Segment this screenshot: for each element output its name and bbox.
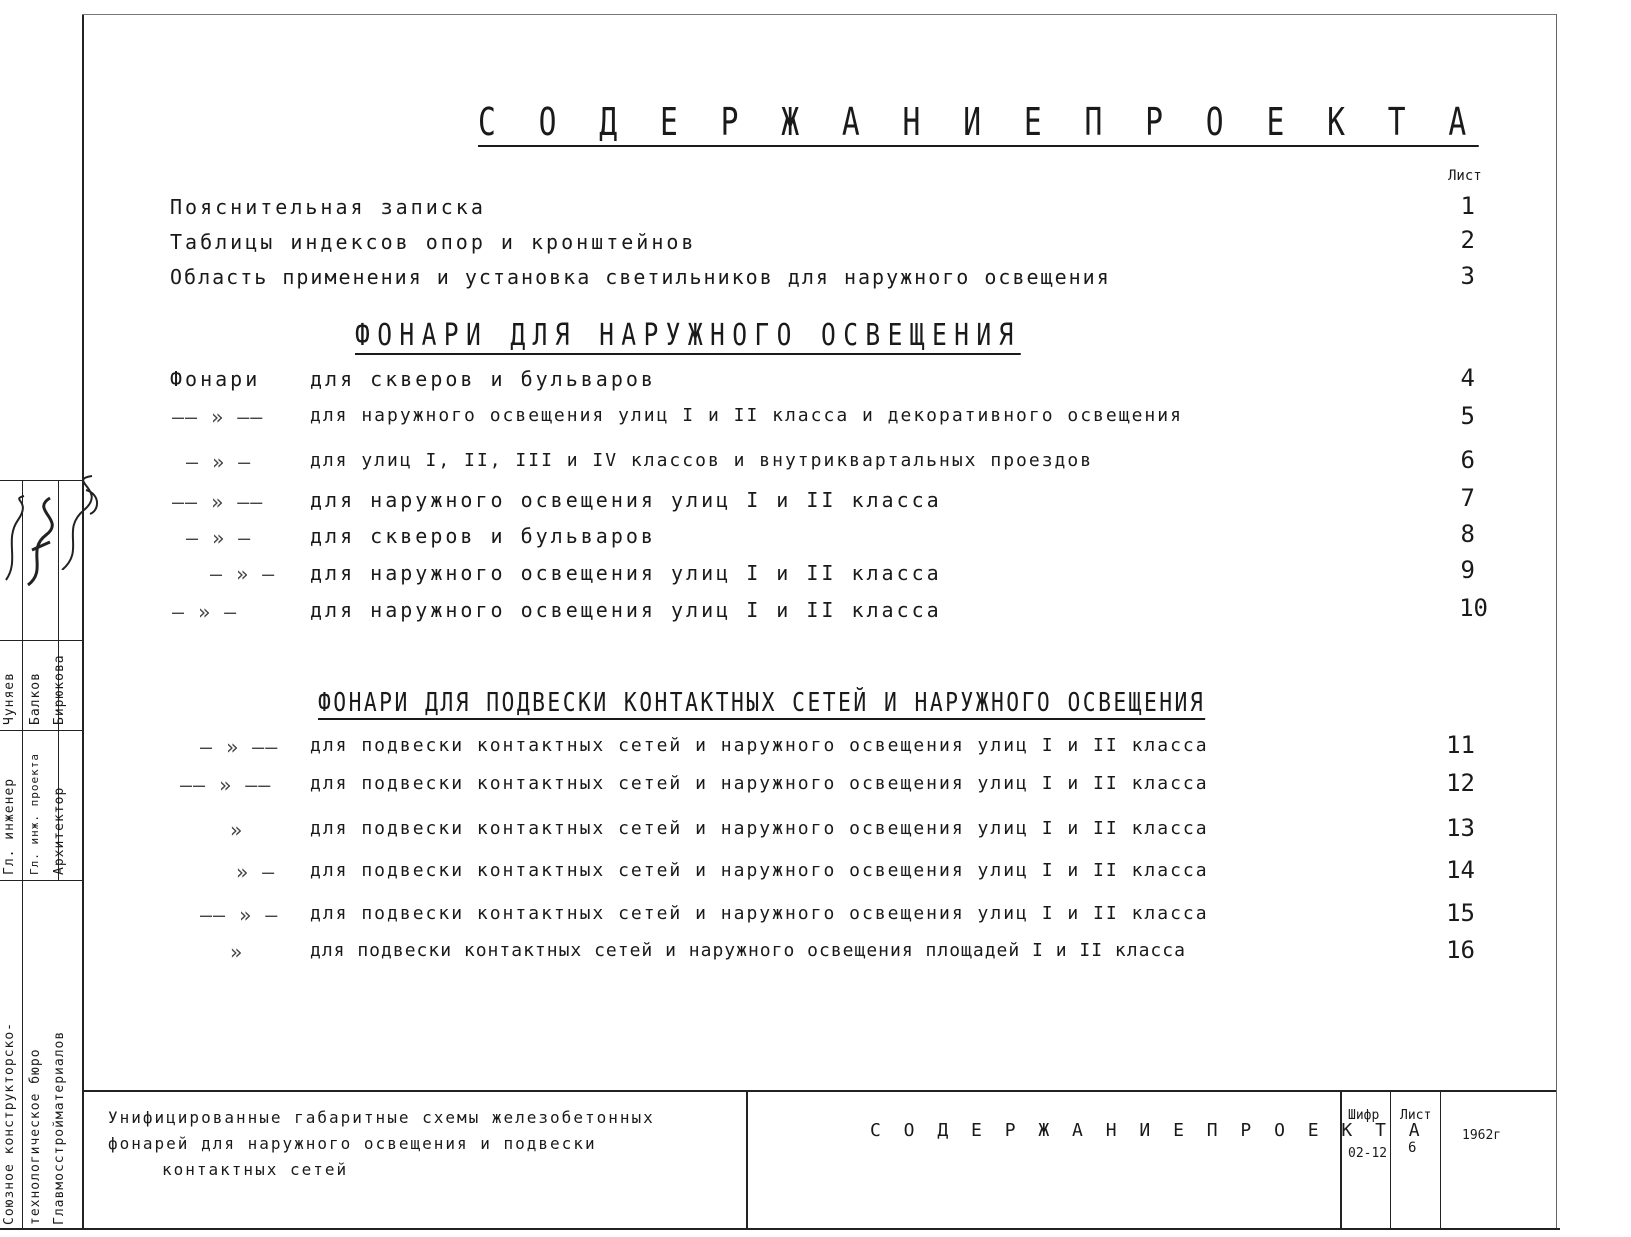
item-lead: —— » —— <box>172 490 264 514</box>
list-item: для подвески контактных сетей и наружного освещения улиц I и II класса <box>310 903 1209 924</box>
frame-bottom-line <box>0 1228 1560 1230</box>
list-item: для скверов и бульваров <box>310 524 656 548</box>
title-block-divider-4 <box>1440 1090 1441 1230</box>
intro-item: Таблицы индексов опор и кронштейнов <box>170 230 697 254</box>
list-item-sheet: 10 <box>1459 594 1488 622</box>
list-item: для улиц I, II, III и IV классов и внутриквартальных проездов <box>310 450 1094 471</box>
list-item: для наружного освещения улиц I и II класса <box>310 488 942 512</box>
title-block-sheet-value: 6 <box>1408 1140 1417 1156</box>
side-org-line-2: технологическое бюро <box>28 1048 43 1225</box>
item-lead: — » — <box>186 450 252 474</box>
intro-item-sheet: 1 <box>1460 192 1475 220</box>
list-item: для наружного освещения улиц I и II класса <box>310 598 942 622</box>
frame-right-line <box>1556 14 1557 1229</box>
side-role-3: Архитектор <box>52 786 67 875</box>
page-title: С О Д Е Р Ж А Н И Е П Р О Е К Т А <box>478 100 1479 144</box>
item-lead: — » — <box>210 562 276 586</box>
title-block-description-line-1: Унифицированные габаритные схемы железобетонных <box>108 1108 655 1127</box>
list-item-sheet: 11 <box>1446 731 1475 759</box>
title-block-code-value: 02-12 <box>1348 1146 1388 1161</box>
list-item-sheet: 12 <box>1446 769 1475 797</box>
item-lead: —— » — <box>200 903 279 927</box>
item-lead: —— » —— <box>180 773 272 797</box>
title-block-description-line-3: контактных сетей <box>162 1160 349 1179</box>
list-item-sheet: 14 <box>1446 856 1475 884</box>
intro-item-sheet: 3 <box>1460 262 1475 290</box>
side-stamp-divider-1 <box>22 480 23 1228</box>
sheet-column-header: Лист <box>1448 168 1482 184</box>
item-lead: — » —— <box>200 735 279 759</box>
title-block-sheet-label: Лист <box>1400 1108 1432 1123</box>
list-item-sheet: 13 <box>1446 814 1475 842</box>
title-block-sheet-title: С О Д Е Р Ж А Н И Е П Р О Е К Т А <box>870 1120 1426 1141</box>
item-lead: Фонари <box>170 367 261 391</box>
signature-3 <box>56 470 106 570</box>
frame-left-line <box>82 14 84 1229</box>
list-item-sheet: 16 <box>1446 936 1475 964</box>
title-block-top-line <box>82 1090 1556 1092</box>
side-name-1: Чуняев <box>2 672 17 725</box>
side-name-3: Бирюкова <box>52 654 67 725</box>
side-name-2: Балков <box>28 672 43 725</box>
title-block-code-label: Шифр <box>1348 1108 1380 1123</box>
section-heading-contact-network-lamps: ФОНАРИ ДЛЯ ПОДВЕСКИ КОНТАКТНЫХ СЕТЕЙ И НАРУЖНОГО ОСВЕЩЕНИЯ <box>318 688 1206 718</box>
list-item: для наружного освещения улиц I и II класса и декоративного освещения <box>310 405 1183 426</box>
list-item-sheet: 15 <box>1446 899 1475 927</box>
list-item: для подвески контактных сетей и наружного освещения улиц I и II класса <box>310 735 1209 756</box>
list-item-sheet: 6 <box>1460 446 1475 474</box>
title-block-divider-3 <box>1390 1090 1391 1230</box>
title-block-divider-2 <box>1340 1090 1342 1230</box>
list-item-sheet: 8 <box>1460 520 1475 548</box>
list-item: для подвески контактных сетей и наружного освещения улиц I и II класса <box>310 860 1209 881</box>
list-item: для подвески контактных сетей и наружного освещения улиц I и II класса <box>310 773 1209 794</box>
side-org-line-1: Союзное конструкторско- <box>2 1021 17 1225</box>
item-lead: » <box>230 818 244 842</box>
intro-item: Область применения и установка светильников для наружного освещения <box>170 265 1111 289</box>
list-item: для скверов и бульваров <box>310 367 656 391</box>
side-role-1: Гл. инженер <box>2 777 17 875</box>
list-item-sheet: 5 <box>1460 402 1475 430</box>
intro-item: Пояснительная записка <box>170 195 486 219</box>
list-item-sheet: 9 <box>1460 556 1475 584</box>
item-lead: —— » —— <box>172 405 264 429</box>
side-stamp-row-3 <box>0 880 82 881</box>
list-item-sheet: 7 <box>1460 484 1475 512</box>
side-stamp-row-1 <box>0 640 82 641</box>
list-item: для подвески контактных сетей и наружного освещения площадей I и II класса <box>310 940 1186 961</box>
list-item: для наружного освещения улиц I и II класса <box>310 561 942 585</box>
title-block-number: 1962г <box>1462 1128 1502 1143</box>
side-role-2: Гл. инж. проекта <box>28 753 41 875</box>
list-item-sheet: 4 <box>1460 364 1475 392</box>
frame-top-line <box>82 14 1556 15</box>
list-item: для подвески контактных сетей и наружного освещения улиц I и II класса <box>310 818 1209 839</box>
title-block-description-line-2: фонарей для наружного освещения и подвески <box>108 1134 597 1153</box>
side-org-line-3: Главмосстройматериалов <box>52 1030 67 1225</box>
section-heading-street-lamps: ФОНАРИ ДЛЯ НАРУЖНОГО ОСВЕЩЕНИЯ <box>355 318 1021 353</box>
side-stamp-row-2 <box>0 730 82 731</box>
item-lead: » <box>230 940 244 964</box>
item-lead: — » — <box>172 600 238 624</box>
intro-item-sheet: 2 <box>1460 226 1475 254</box>
item-lead: » — <box>236 860 276 884</box>
item-lead: — » — <box>186 526 252 550</box>
signature-2 <box>24 490 56 590</box>
title-block-divider-1 <box>746 1090 748 1230</box>
